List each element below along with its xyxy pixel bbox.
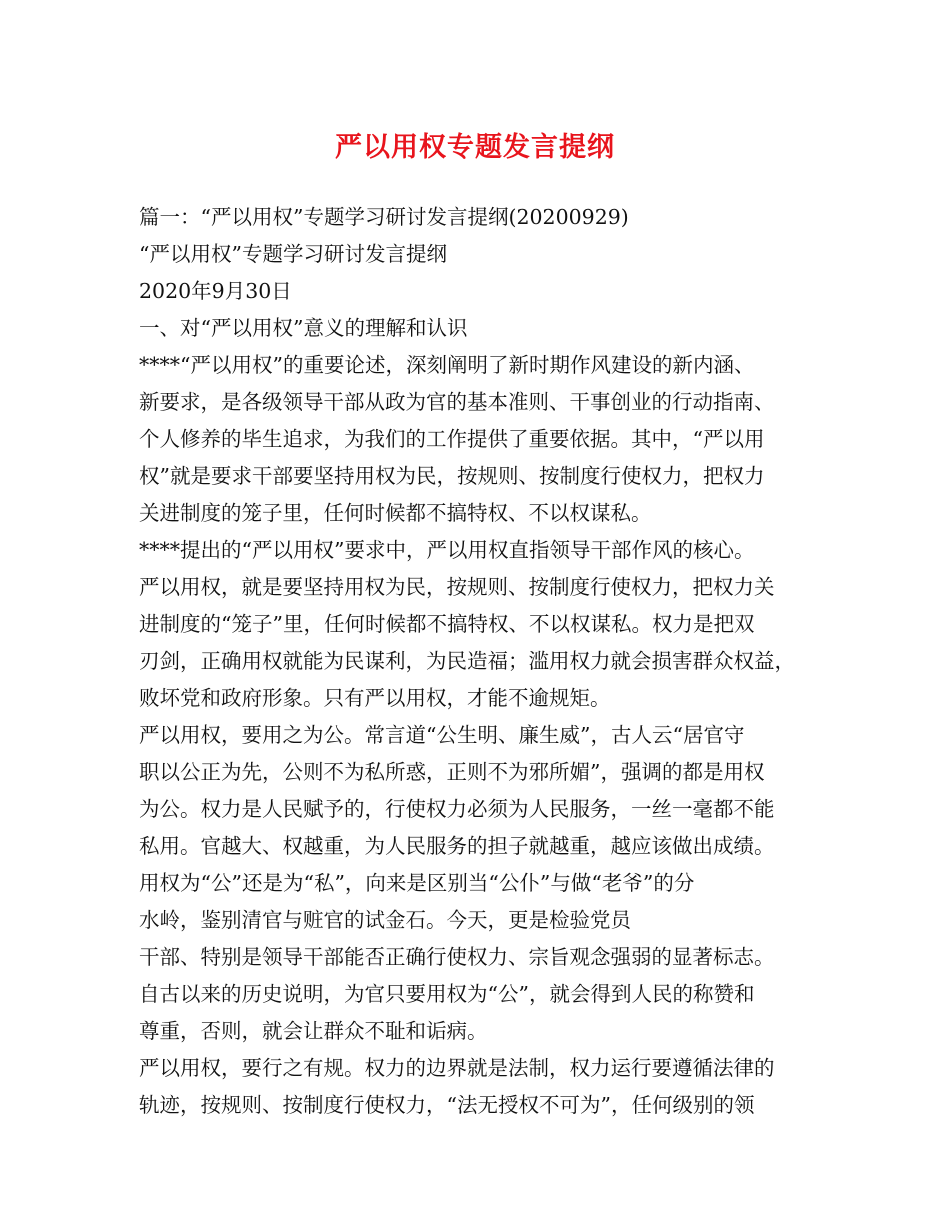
document-body	[139, 199, 829, 1124]
text-line: 败坏党和政府形象。只有严以用权，才能不逾规矩。	[139, 686, 611, 710]
text-line: 职以公正为先，公则不为私所惑，正则不为邪所媚”，强调的都是用权	[139, 760, 765, 784]
text-line: 关进制度的笼子里，任何时候都不搞特权、不以权谋私。	[139, 501, 652, 525]
text-line: 私用。官越大、权越重，为人民服务的担子就越重，越应该做出成绩。	[139, 834, 775, 858]
text-line: 轨迹，按规则、按制度行使权力，“法无授权不可为”，任何级别的领	[139, 1093, 755, 1117]
text-line: ****“严以用权”的重要论述，深刻阐明了新时期作风建设的新内涵、	[139, 353, 755, 377]
document-title: 严以用权专题发言提纲	[335, 132, 615, 163]
text-line: 刃剑，正确用权就能为民谋利，为民造福；滥用权力就会损害群众权益，	[139, 649, 795, 673]
text-line: 严以用权，要行之有规。权力的边界就是法制，权力运行要遵循法律的	[139, 1056, 775, 1080]
text-line: 自古以来的历史说明，为官只要用权为“公”，就会得到人民的称赞和	[139, 982, 755, 1006]
text-line: 篇一：“严以用权”专题学习研讨发言提纲(20200929)	[139, 205, 629, 229]
text-line: “严以用权”专题学习研讨发言提纲	[139, 242, 447, 266]
text-line: 为公。权力是人民赋予的，行使权力必须为人民服务，一丝一毫都不能	[139, 797, 775, 821]
text-line: 一、对“严以用权”意义的理解和认识	[139, 316, 468, 340]
text-line: 干部、特别是领导干部能否正确行使权力、宗旨观念强弱的显著标志。	[139, 945, 775, 969]
text-line: 进制度的“笼子”里，任何时候都不搞特权、不以权谋私。权力是把双	[139, 612, 755, 636]
text-line: 严以用权，就是要坚持用权为民，按规则、按制度行使权力，把权力关	[139, 575, 775, 599]
text-line: 个人修养的毕生追求，为我们的工作提供了重要依据。其中，“严以用	[139, 427, 765, 451]
text-line: 用权为“公”还是为“私”，向来是区别当“公仆”与做“老爷”的分	[139, 871, 695, 895]
text-line: 新要求，是各级领导干部从政为官的基本准则、干事创业的行动指南、	[139, 390, 775, 414]
text-line: 尊重，否则，就会让群众不耻和诟病。	[139, 1019, 488, 1043]
text-line: 权”就是要求干部要坚持用权为民，按规则、按制度行使权力，把权力	[139, 464, 765, 488]
text-line: 2020年9月30日	[139, 279, 292, 303]
text-line: ****提出的“严以用权”要求中，严以用权直指领导干部作风的核心。	[139, 538, 755, 562]
text-line: 严以用权，要用之为公。常言道“公生明、廉生威”，古人云“居官守	[139, 723, 745, 747]
text-line: 水岭，鉴别清官与赃官的试金石。今天，更是检验党员	[139, 908, 631, 932]
